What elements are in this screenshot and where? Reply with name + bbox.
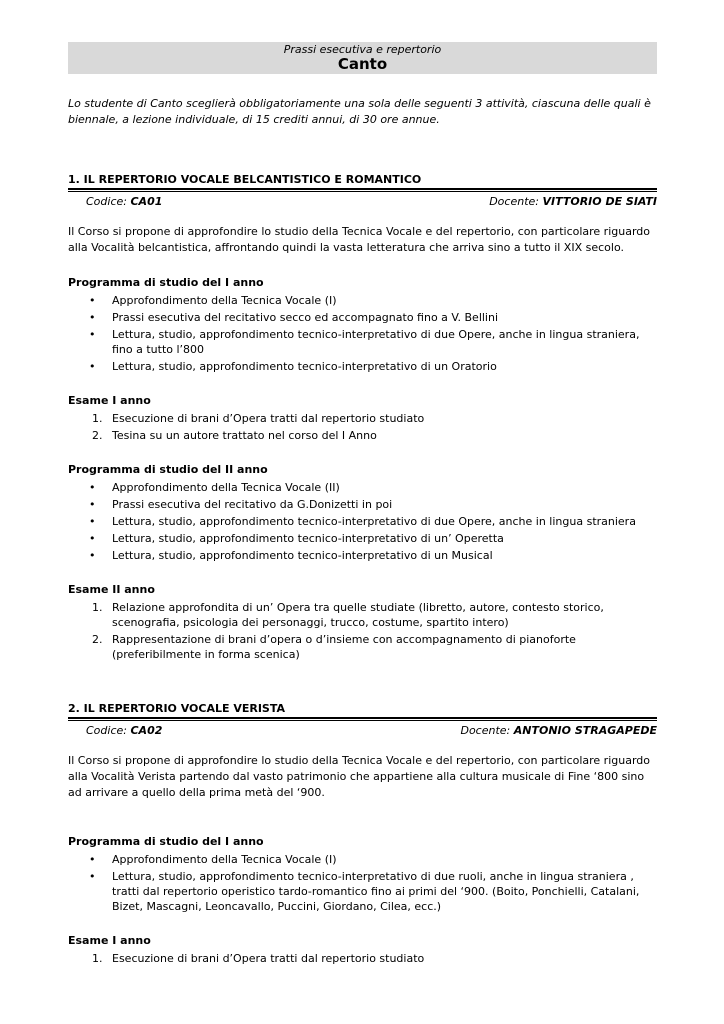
block-heading: Programma di studio del II anno	[68, 463, 268, 476]
list-item: • Approfondimento della Tecnica Vocale (I)	[68, 293, 657, 308]
section-divider-thin	[68, 720, 657, 721]
course-description-1: Il Corso si propone di approfondire lo studio della Tecnica Vocale e del repertorio, con particolare riguardo alla Vocalità belcantistica, affrontando quindi la vasta letteratura che arriva sino a tutto il XIX secolo.	[68, 225, 651, 254]
list-item: • Lettura, studio, approfondimento tecnico-interpretativo di due Opere, anche in lingua straniera	[68, 514, 657, 529]
list-item: 1. Relazione approfondita di un’ Opera tra quelle studiate (libretto, autore, contesto storico, scenografia, psicologia dei personaggi, trucco, costume, spartito intero)	[92, 601, 604, 629]
page-title: Canto	[337, 55, 388, 73]
list-item: • Lettura, studio, approfondimento tecnico-interpretativo di due ruoli, anche in lingua straniera , tratti dal repertorio operistico tardo-romantico fino ai primi del ‘900. (Boito, Ponchielli, Catalani, Bizet, Mascagni, Leoncavallo, Puccini, Giordano, Cilea, ecc.)	[68, 869, 657, 914]
list-item: • Lettura, studio, approfondimento tecnico-interpretativo di un Oratorio	[68, 359, 657, 374]
block-heading: Esame I anno	[68, 934, 151, 947]
numbered-list	[68, 411, 657, 443]
list-item: • Lettura, studio, approfondimento tecnico-interpretativo di un Musical	[68, 548, 657, 563]
bullet-list	[68, 852, 657, 914]
course-description-2: Il Corso si propone di approfondire lo studio della Tecnica Vocale e del repertorio, con particolare riguardo alla Vocalità Verista partendo dal vasto patrimonio che appartiene alla cultura musicale di Fine ‘800 sino ad arrivare a quello della prima metà del ‘900.	[68, 754, 651, 799]
list-item: • Prassi esecutiva del recitativo da G.Donizetti in poi	[68, 497, 657, 512]
list-item: 1. Esecuzione di brani d’Opera tratti dal repertorio studiato	[92, 412, 425, 425]
numbered-list	[68, 600, 657, 662]
section-divider	[68, 188, 657, 190]
block-heading: Programma di studio del I anno	[68, 276, 264, 289]
list-item: • Approfondimento della Tecnica Vocale (II)	[68, 480, 657, 495]
page-header	[68, 42, 657, 74]
course-code: Codice: CA01	[86, 195, 163, 208]
bullet-list	[68, 293, 657, 374]
list-item: • Prassi esecutiva del recitativo secco ed accompagnato fino a V. Bellini	[68, 310, 657, 325]
block-heading: Programma di studio del I anno	[68, 835, 264, 848]
section-divider	[68, 717, 657, 719]
course-teacher: Docente: ANTONIO STRAGAPEDE	[460, 724, 657, 737]
bullet-list	[68, 480, 657, 563]
block-heading: Esame II anno	[68, 583, 155, 596]
list-item: • Lettura, studio, approfondimento tecnico-interpretativo di un’ Operetta	[68, 531, 657, 546]
list-item: • Lettura, studio, approfondimento tecnico-interpretativo di due Opere, anche in lingua straniera, fino a tutto l’800	[68, 327, 657, 357]
section-title-2: 2. IL REPERTORIO VOCALE VERISTA	[68, 702, 286, 715]
course-teacher: Docente: VITTORIO DE SIATI	[489, 195, 657, 208]
document-page	[68, 42, 657, 968]
course-meta-1	[68, 195, 657, 209]
list-item: 2. Tesina su un autore trattato nel corso del I Anno	[92, 429, 377, 442]
list-item: 2. Rappresentazione di brani d’opera o d’insieme con accompagnamento di pianoforte (preferibilmente in forma scenica)	[92, 633, 576, 661]
intro-paragraph: Lo studente di Canto sceglierà obbligatoriamente una sola delle seguenti 3 attività, ciascuna delle quali è biennale, a lezione individuale, di 15 crediti annui, di 30 ore annue.	[68, 97, 651, 126]
course-meta-2	[68, 724, 657, 738]
section-divider-thin	[68, 191, 657, 192]
block-heading: Esame I anno	[68, 394, 151, 407]
section-title-1: 1. IL REPERTORIO VOCALE BELCANTISTICO E ROMANTICO	[68, 173, 422, 186]
header-subtitle: Prassi esecutiva e repertorio	[283, 43, 442, 56]
list-item: 1. Esecuzione di brani d’Opera tratti dal repertorio studiato	[92, 952, 425, 965]
list-item: • Approfondimento della Tecnica Vocale (I)	[68, 852, 657, 867]
numbered-list	[68, 951, 657, 966]
course-code: Codice: CA02	[86, 724, 163, 737]
